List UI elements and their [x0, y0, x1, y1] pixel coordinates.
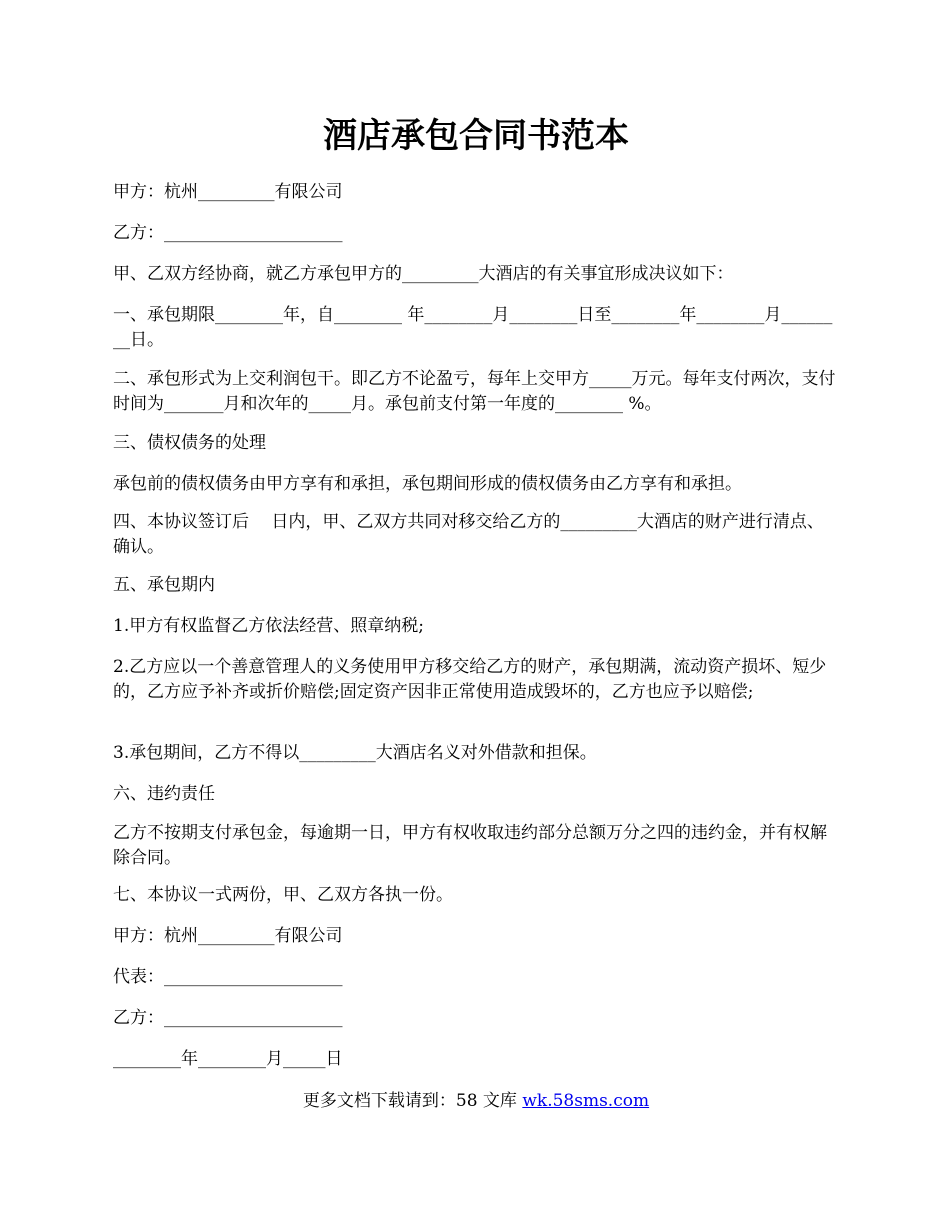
intro-paragraph: 甲、乙双方经协商，就乙方承包甲方的_________大酒店的有关事宜形成决议如下：: [113, 264, 734, 284]
party-b-line: 乙方：_____________________: [113, 223, 343, 243]
clause-5-heading: 五、承包期内: [113, 575, 215, 595]
clause-3-body: 承包前的债权债务由甲方享有和承担，承包期间形成的债权债务由乙方享有和承担。: [113, 474, 742, 494]
clause-6-heading: 六、违约责任: [113, 784, 215, 804]
footer-text: 更多文档下载请到：58 文库: [302, 1091, 523, 1111]
clause-2-form: 二、承包形式为上交利润包干。即乙方不论盈亏，每年上交甲方_____万元。每年支付两次，支付时间为_______月和次年的_____月。承包前支付第一年度的________ %。: [113, 369, 836, 414]
signature-party-a: 甲方：杭州_________有限公司: [113, 926, 343, 946]
signature-representative: 代表：_____________________: [113, 967, 343, 987]
footer: [113, 1089, 839, 1114]
clause-6-body: 乙方不按期支付承包金，每逾期一日，甲方有权收取违约部分总额万分之四的违约金，并有权解除合同。: [113, 823, 827, 868]
clause-5-item-2: 2.乙方应以一个善意管理人的义务使用甲方移交给乙方的财产，承包期满，流动资产损坏、短少的，乙方应予补齐或折价赔偿;固定资产因非正常使用造成毁坏的，乙方也应予以赔偿;: [113, 657, 827, 702]
clause-3-heading: 三、债权债务的处理: [113, 433, 266, 453]
clause-5-item-3: 3.承包期间，乙方不得以_________大酒店名义对外借款和担保。: [113, 743, 597, 763]
document-title: 酒店承包合同书范本: [323, 116, 629, 156]
signature-date: ________年________月_____日: [113, 1049, 343, 1069]
clause-4-inventory: 四、本协议签订后 日内，甲、乙双方共同对移交给乙方的_________大酒店的财产进行清点、确认。: [113, 512, 824, 557]
clause-1-term: 一、承包期限________年，自________ 年________月________日至________年________月________日。: [113, 305, 833, 350]
signature-party-b: 乙方：_____________________: [113, 1008, 343, 1028]
party-a-line: 甲方：杭州_________有限公司: [113, 182, 343, 202]
clause-5-item-1: 1.甲方有权监督乙方依法经营、照章纳税;: [113, 616, 424, 636]
footer-link[interactable]: wk.58sms.com: [522, 1091, 650, 1111]
clause-7-copies: 七、本协议一式两份，甲、乙双方各执一份。: [113, 885, 453, 905]
